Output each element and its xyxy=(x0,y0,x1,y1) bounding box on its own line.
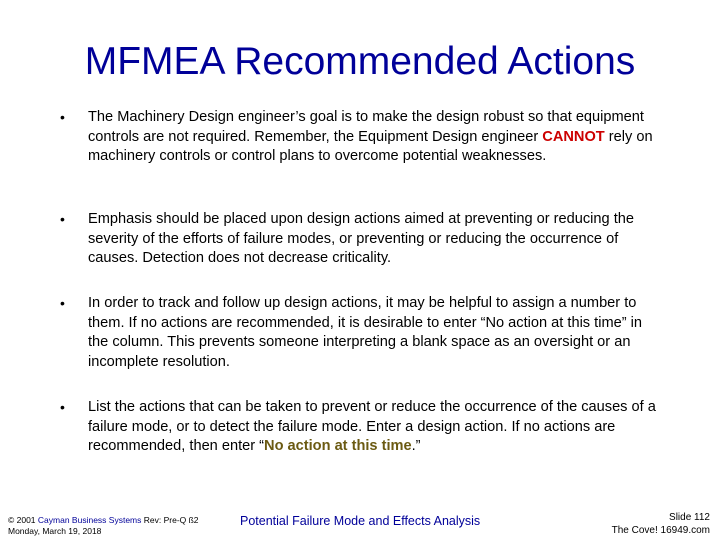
footer-copyright xyxy=(8,515,199,537)
bullet-icon: • xyxy=(60,295,65,311)
slide-title: MFMEA Recommended Actions xyxy=(84,40,636,83)
footer-date: Monday, March 19, 2018 xyxy=(8,526,102,536)
bullet-emphasis: No action at this time xyxy=(264,438,412,454)
footer-slide-info xyxy=(612,511,710,537)
bullet-text-part: List the actions that can be taken to prevent or reduce the occurrence of the causes of a failure mode, or to detect the failure mode. Enter a design action. If no actions are recommended, then enter “ xyxy=(88,399,656,454)
bullet-icon: • xyxy=(60,109,65,125)
footer-copyright-line xyxy=(8,515,199,526)
footer-title: Potential Failure Mode and Effects Analysis xyxy=(240,514,481,528)
bullet-text: Emphasis should be placed upon design actions aimed at preventing or reducing the severity of the efforts of failure modes, or preventing or reducing the occurrence of causes. Detection does not decrease criticality. xyxy=(88,211,634,266)
bullet-text-part: .” xyxy=(411,438,421,454)
bullet-text: In order to track and follow up design actions, it may be helpful to assign a number to them. If no actions are recommended, it is desirable to enter “No action at this time” in the column. This prevents someone interpreting a blank space as an oversight or an incomplete resolution. xyxy=(88,295,643,370)
bullet-text xyxy=(88,108,666,167)
slide-number: Slide 112 xyxy=(669,512,710,523)
bullet-icon: • xyxy=(60,399,65,415)
footer-site: The Cove! 16949.com xyxy=(611,525,710,536)
copyright-symbol: © 2001 xyxy=(8,515,36,525)
bullet-text xyxy=(88,398,666,457)
revision: Rev: Pre-Q ß2 xyxy=(143,515,199,525)
bullet-text-part: rely on machinery controls or control plans to overcome potential weaknesses. xyxy=(88,128,653,164)
bullet-text-part: The Machinery Design engineer’s goal is to make the design robust so that equipment controls are not required. Remember, the Equipment Design engineer xyxy=(88,109,644,145)
bullet-emphasis: CANNOT xyxy=(542,128,605,145)
company-name: Cayman Business Systems xyxy=(37,515,142,525)
bullet-icon: • xyxy=(60,211,65,227)
